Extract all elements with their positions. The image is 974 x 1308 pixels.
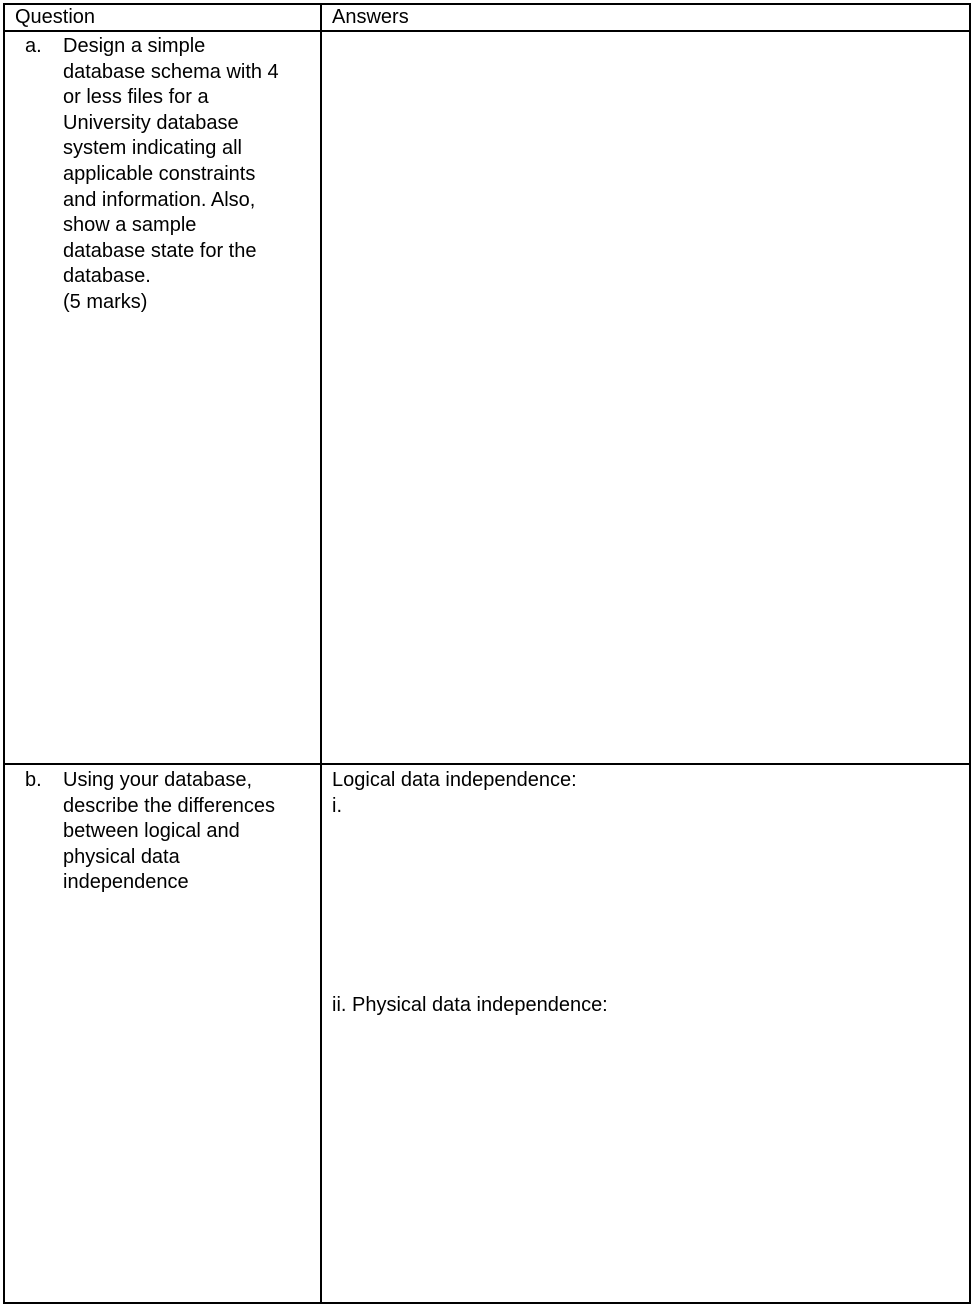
question-a-line: or less files for a: [63, 86, 209, 109]
question-a-line: database schema with 4: [63, 60, 279, 83]
question-a-line: system indicating all: [63, 137, 242, 160]
logical-data-independence-heading: Logical data independence:: [332, 769, 577, 791]
question-b-text: [63, 768, 308, 896]
question-a-marks: (5 marks): [63, 290, 148, 313]
question-a-text: [63, 34, 313, 316]
question-a-line: University database: [63, 111, 239, 134]
question-b-marker: b.: [25, 769, 42, 791]
question-a-line: and information. Also,: [63, 188, 256, 211]
question-b-line: independence: [63, 871, 189, 894]
header-divider: [5, 30, 969, 32]
question-a-line: database state for the: [63, 239, 257, 262]
question-column-header: Question: [15, 6, 96, 28]
physical-data-independence-heading[interactable]: ii. Physical data independence:: [332, 994, 608, 1016]
question-answer-table: [3, 3, 971, 1304]
question-b-line: between logical and: [63, 820, 240, 843]
question-b-line: describe the differences: [63, 794, 275, 817]
question-a-line: show a sample: [63, 214, 197, 237]
answer-item-i[interactable]: i.: [332, 795, 342, 817]
answer-a-area[interactable]: [332, 34, 962, 754]
answers-column-header: Answers: [332, 6, 409, 28]
row-divider: [5, 763, 969, 765]
question-b-line: physical data: [63, 845, 180, 868]
column-divider: [320, 5, 322, 1302]
question-a-line: database.: [63, 265, 151, 288]
question-a-marker: a.: [25, 35, 42, 57]
question-b-line: Using your database,: [63, 769, 253, 791]
question-a-line: Design a simple: [63, 35, 206, 57]
question-a-line: applicable constraints: [63, 162, 256, 185]
